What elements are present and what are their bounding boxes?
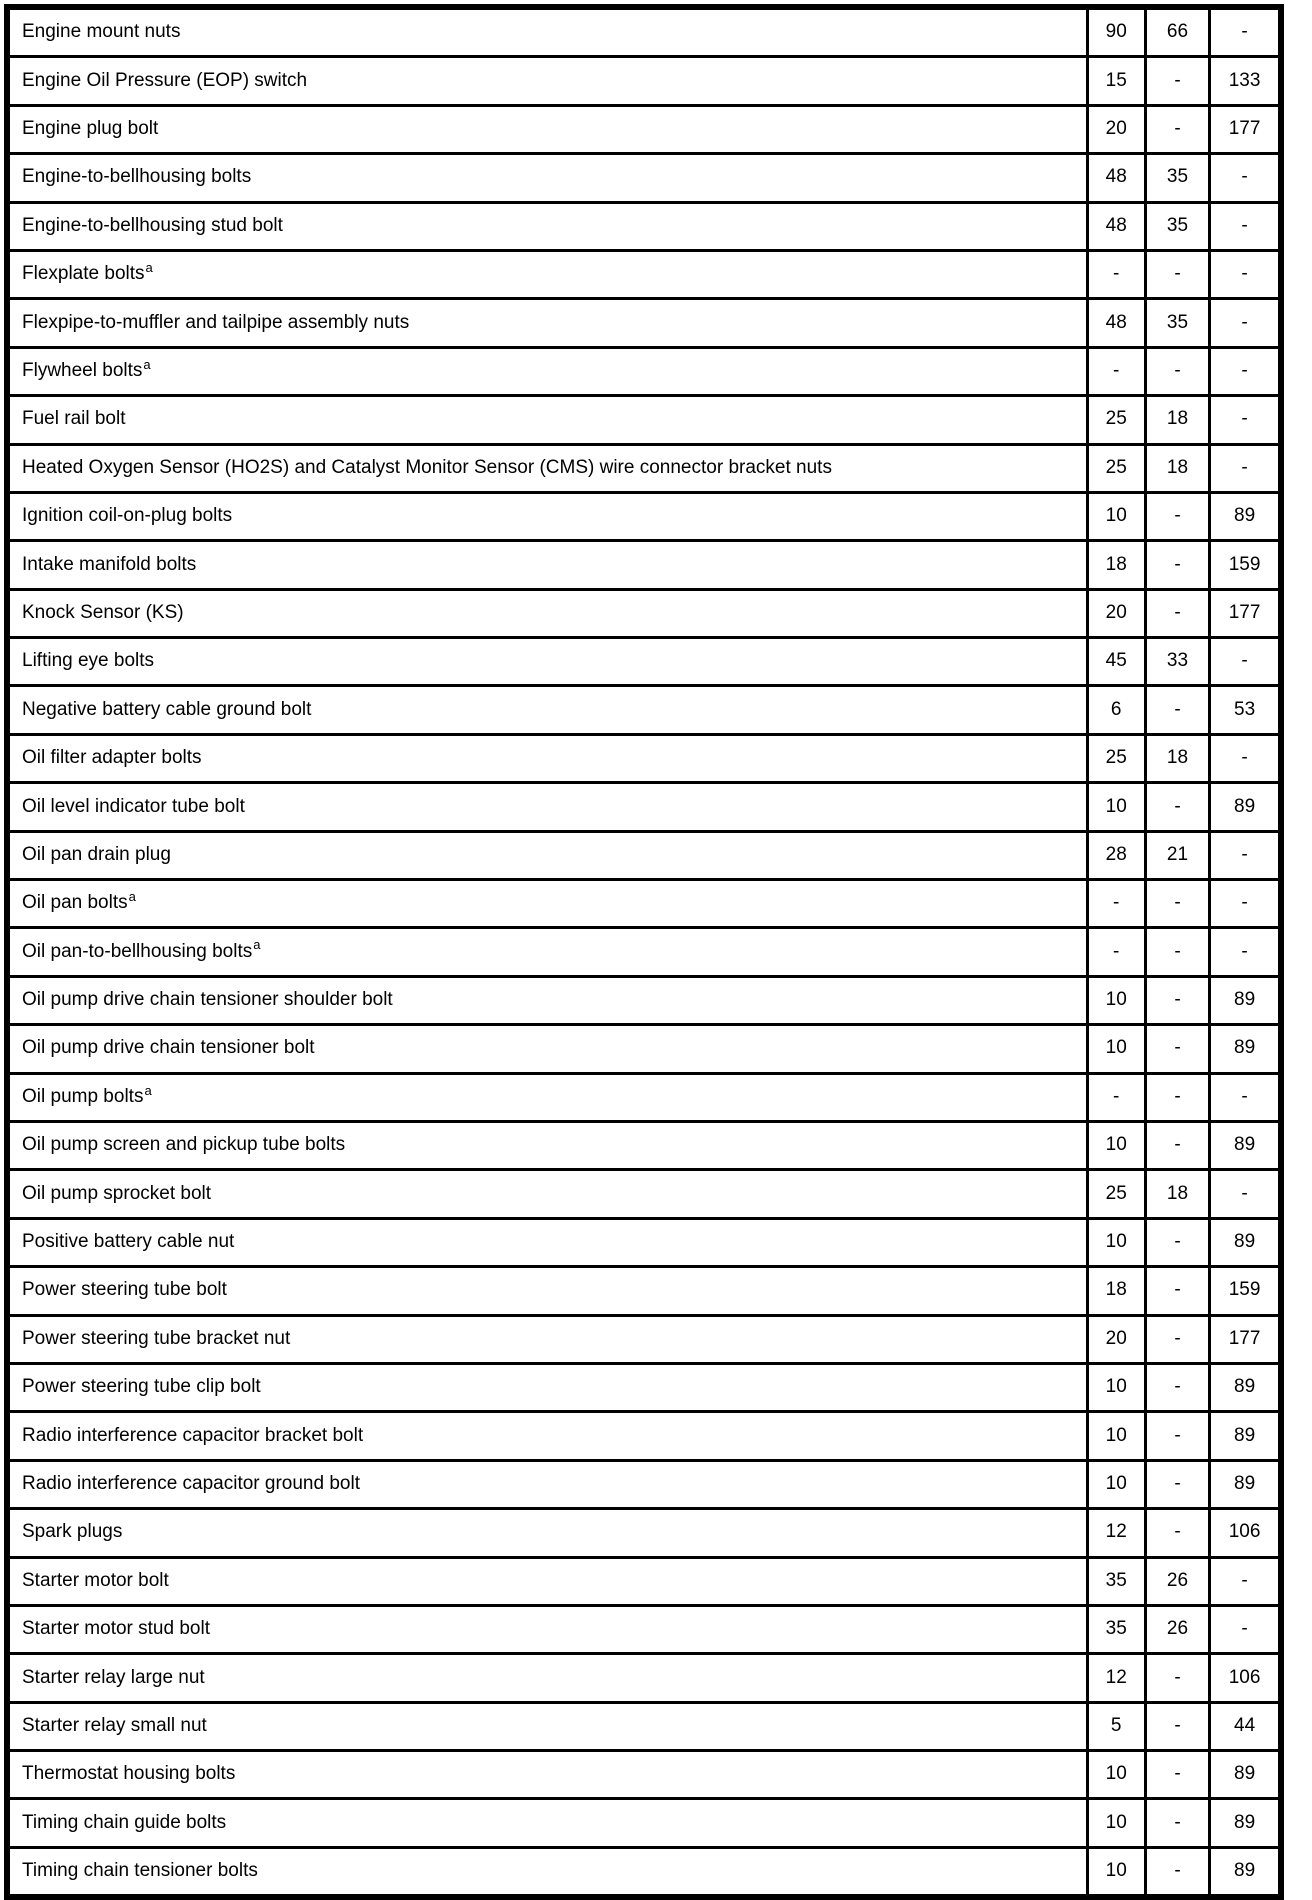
torque-item-description bbox=[7, 202, 1087, 250]
torque-item-label: Flexplate bolts bbox=[22, 263, 145, 285]
torque-lbin-value: 89 bbox=[1210, 783, 1281, 831]
torque-item-description bbox=[7, 1267, 1087, 1315]
table-row bbox=[7, 1557, 1281, 1605]
torque-item-label: Oil pan-to-bellhousing bolts bbox=[22, 940, 253, 962]
torque-nm-value: 35 bbox=[1087, 1605, 1145, 1653]
torque-item-label: Ignition coil-on-plug bolts bbox=[22, 505, 233, 527]
table-row bbox=[7, 1751, 1281, 1799]
torque-item-description bbox=[7, 396, 1087, 444]
torque-lbin-value: 89 bbox=[1210, 1847, 1281, 1897]
table-row bbox=[7, 1267, 1281, 1315]
torque-item-label: Heated Oxygen Sensor (HO2S) and Catalyst Monitor Sensor (CMS) wire connector bracket nuts bbox=[22, 456, 832, 478]
torque-lbin-value: - bbox=[1210, 638, 1281, 686]
torque-lbin-value: - bbox=[1210, 1170, 1281, 1218]
torque-item-description bbox=[7, 783, 1087, 831]
torque-lbin-value: 177 bbox=[1210, 589, 1281, 637]
torque-nm-value: 25 bbox=[1087, 396, 1145, 444]
torque-item-description bbox=[7, 154, 1087, 202]
torque-nm-value: 48 bbox=[1087, 154, 1145, 202]
torque-lbft-value: - bbox=[1145, 1799, 1209, 1847]
torque-lbft-value: 35 bbox=[1145, 202, 1209, 250]
torque-lbin-value: - bbox=[1210, 734, 1281, 782]
torque-nm-value: 10 bbox=[1087, 492, 1145, 540]
table-row bbox=[7, 444, 1281, 492]
table-row bbox=[7, 1654, 1281, 1702]
torque-nm-value: 10 bbox=[1087, 1799, 1145, 1847]
torque-item-label: Starter relay large nut bbox=[22, 1666, 205, 1688]
torque-lbin-value: - bbox=[1210, 1605, 1281, 1653]
torque-item-label: Oil level indicator tube bolt bbox=[22, 795, 245, 817]
torque-item-description bbox=[7, 1073, 1087, 1121]
torque-lbin-value: 133 bbox=[1210, 57, 1281, 105]
torque-lbin-value: 159 bbox=[1210, 1267, 1281, 1315]
torque-nm-value: 20 bbox=[1087, 1315, 1145, 1363]
torque-nm-value: 18 bbox=[1087, 1267, 1145, 1315]
torque-lbin-value: - bbox=[1210, 202, 1281, 250]
torque-item-description bbox=[7, 105, 1087, 153]
footnote-marker: a bbox=[144, 1082, 152, 1098]
torque-lbft-value: - bbox=[1145, 589, 1209, 637]
torque-item-label: Oil pump bolts bbox=[22, 1085, 144, 1107]
torque-lbft-value: 18 bbox=[1145, 396, 1209, 444]
torque-item-description bbox=[7, 589, 1087, 637]
torque-item-description bbox=[7, 1121, 1087, 1169]
torque-item-description bbox=[7, 1702, 1087, 1750]
torque-item-label: Engine plug bolt bbox=[22, 118, 159, 140]
torque-lbin-value: - bbox=[1210, 880, 1281, 928]
table-row bbox=[7, 976, 1281, 1024]
torque-nm-value: 15 bbox=[1087, 57, 1145, 105]
torque-item-label: Spark plugs bbox=[22, 1521, 123, 1543]
torque-item-label: Engine Oil Pressure (EOP) switch bbox=[22, 69, 308, 91]
torque-lbin-value: - bbox=[1210, 396, 1281, 444]
torque-item-description bbox=[7, 1218, 1087, 1266]
torque-nm-value: 48 bbox=[1087, 299, 1145, 347]
torque-nm-value: 10 bbox=[1087, 1751, 1145, 1799]
torque-lbft-value: 18 bbox=[1145, 444, 1209, 492]
torque-lbft-value: - bbox=[1145, 1315, 1209, 1363]
torque-item-label: Intake manifold bolts bbox=[22, 553, 197, 575]
table-row bbox=[7, 1025, 1281, 1073]
torque-nm-value: - bbox=[1087, 347, 1145, 395]
table-row bbox=[7, 1509, 1281, 1557]
torque-item-label: Power steering tube bolt bbox=[22, 1279, 227, 1301]
torque-lbin-value: 44 bbox=[1210, 1702, 1281, 1750]
torque-lbin-value: 89 bbox=[1210, 1121, 1281, 1169]
torque-lbft-value: - bbox=[1145, 1025, 1209, 1073]
torque-item-label: Oil pump sprocket bolt bbox=[22, 1182, 212, 1204]
torque-item-description bbox=[7, 444, 1087, 492]
table-row bbox=[7, 1460, 1281, 1508]
torque-lbft-value: - bbox=[1145, 1121, 1209, 1169]
table-row bbox=[7, 202, 1281, 250]
table-row bbox=[7, 1073, 1281, 1121]
torque-item-label: Flexpipe-to-muffler and tailpipe assembly nuts bbox=[22, 311, 410, 333]
table-row bbox=[7, 154, 1281, 202]
torque-lbft-value: - bbox=[1145, 1509, 1209, 1557]
torque-lbft-value: - bbox=[1145, 1412, 1209, 1460]
torque-lbin-value: - bbox=[1210, 7, 1281, 57]
torque-lbft-value: - bbox=[1145, 1267, 1209, 1315]
torque-lbft-value: - bbox=[1145, 105, 1209, 153]
torque-lbft-value: - bbox=[1145, 928, 1209, 976]
torque-nm-value: 25 bbox=[1087, 1170, 1145, 1218]
torque-lbin-value: - bbox=[1210, 444, 1281, 492]
torque-item-label: Lifting eye bolts bbox=[22, 650, 155, 672]
torque-lbin-value: - bbox=[1210, 1073, 1281, 1121]
torque-lbin-value: - bbox=[1210, 250, 1281, 298]
torque-lbft-value: - bbox=[1145, 1460, 1209, 1508]
torque-item-label: Oil pump drive chain tensioner bolt bbox=[22, 1037, 315, 1059]
torque-lbin-value: 89 bbox=[1210, 492, 1281, 540]
torque-nm-value: 10 bbox=[1087, 1121, 1145, 1169]
torque-lbin-value: 106 bbox=[1210, 1509, 1281, 1557]
torque-lbin-value: 89 bbox=[1210, 1460, 1281, 1508]
torque-item-label: Starter motor bolt bbox=[22, 1569, 169, 1591]
footnote-marker: a bbox=[128, 888, 136, 904]
torque-lbft-value: - bbox=[1145, 1363, 1209, 1411]
torque-lbft-value: 26 bbox=[1145, 1605, 1209, 1653]
table-row bbox=[7, 347, 1281, 395]
torque-lbin-value: - bbox=[1210, 299, 1281, 347]
torque-item-label: Positive battery cable nut bbox=[22, 1231, 235, 1253]
torque-item-label: Radio interference capacitor bracket bolt bbox=[22, 1424, 364, 1446]
table-row bbox=[7, 492, 1281, 540]
torque-nm-value: 12 bbox=[1087, 1509, 1145, 1557]
torque-item-label: Timing chain tensioner bolts bbox=[22, 1860, 258, 1882]
torque-item-description bbox=[7, 1025, 1087, 1073]
torque-nm-value: 10 bbox=[1087, 1460, 1145, 1508]
torque-lbin-value: - bbox=[1210, 1557, 1281, 1605]
table-row bbox=[7, 734, 1281, 782]
torque-item-description bbox=[7, 1605, 1087, 1653]
torque-item-label: Power steering tube clip bolt bbox=[22, 1376, 261, 1398]
table-row bbox=[7, 250, 1281, 298]
torque-nm-value: 10 bbox=[1087, 1412, 1145, 1460]
torque-nm-value: 10 bbox=[1087, 1363, 1145, 1411]
torque-item-label: Timing chain guide bolts bbox=[22, 1811, 227, 1833]
torque-lbft-value: - bbox=[1145, 1073, 1209, 1121]
torque-spec-table bbox=[4, 4, 1284, 1900]
table-row bbox=[7, 1363, 1281, 1411]
torque-item-description bbox=[7, 299, 1087, 347]
table-row bbox=[7, 783, 1281, 831]
table-row bbox=[7, 1218, 1281, 1266]
table-row bbox=[7, 1702, 1281, 1750]
torque-lbft-value: - bbox=[1145, 492, 1209, 540]
table-row bbox=[7, 1847, 1281, 1897]
torque-item-description bbox=[7, 541, 1087, 589]
torque-nm-value: 10 bbox=[1087, 783, 1145, 831]
table-row bbox=[7, 1799, 1281, 1847]
torque-item-label: Power steering tube bracket nut bbox=[22, 1327, 291, 1349]
table-row bbox=[7, 638, 1281, 686]
torque-nm-value: - bbox=[1087, 1073, 1145, 1121]
table-row bbox=[7, 299, 1281, 347]
torque-lbft-value: - bbox=[1145, 1847, 1209, 1897]
footnote-marker: a bbox=[145, 259, 153, 275]
torque-lbft-value: - bbox=[1145, 783, 1209, 831]
torque-item-description bbox=[7, 1847, 1087, 1897]
torque-item-description bbox=[7, 1509, 1087, 1557]
torque-nm-value: 18 bbox=[1087, 541, 1145, 589]
torque-lbin-value: 89 bbox=[1210, 1412, 1281, 1460]
table-row bbox=[7, 686, 1281, 734]
torque-item-label: Oil filter adapter bolts bbox=[22, 747, 202, 769]
torque-lbft-value: 26 bbox=[1145, 1557, 1209, 1605]
torque-item-description bbox=[7, 928, 1087, 976]
torque-item-label: Negative battery cable ground bolt bbox=[22, 698, 312, 720]
torque-item-description bbox=[7, 1460, 1087, 1508]
torque-lbft-value: 35 bbox=[1145, 154, 1209, 202]
torque-nm-value: 6 bbox=[1087, 686, 1145, 734]
torque-item-description bbox=[7, 880, 1087, 928]
torque-item-label: Oil pump drive chain tensioner shoulder bolt bbox=[22, 989, 393, 1011]
torque-lbin-value: 89 bbox=[1210, 1218, 1281, 1266]
table-row bbox=[7, 928, 1281, 976]
table-row bbox=[7, 1315, 1281, 1363]
torque-item-label: Oil pump screen and pickup tube bolts bbox=[22, 1134, 346, 1156]
torque-lbft-value: - bbox=[1145, 1702, 1209, 1750]
torque-nm-value: 10 bbox=[1087, 1025, 1145, 1073]
torque-nm-value: 5 bbox=[1087, 1702, 1145, 1750]
table-row bbox=[7, 396, 1281, 444]
torque-lbft-value: - bbox=[1145, 686, 1209, 734]
torque-nm-value: 35 bbox=[1087, 1557, 1145, 1605]
table-row bbox=[7, 105, 1281, 153]
torque-item-label: Engine-to-bellhousing stud bolt bbox=[22, 214, 283, 236]
table-row bbox=[7, 541, 1281, 589]
torque-lbin-value: 89 bbox=[1210, 1799, 1281, 1847]
table-row bbox=[7, 1121, 1281, 1169]
torque-item-description bbox=[7, 1315, 1087, 1363]
torque-lbft-value: 35 bbox=[1145, 299, 1209, 347]
torque-nm-value: - bbox=[1087, 928, 1145, 976]
torque-item-label: Starter relay small nut bbox=[22, 1714, 207, 1736]
torque-item-description bbox=[7, 1751, 1087, 1799]
torque-lbin-value: 106 bbox=[1210, 1654, 1281, 1702]
table-row bbox=[7, 1605, 1281, 1653]
torque-lbft-value: - bbox=[1145, 976, 1209, 1024]
table-row bbox=[7, 589, 1281, 637]
torque-nm-value: 10 bbox=[1087, 1847, 1145, 1897]
torque-nm-value: 90 bbox=[1087, 7, 1145, 57]
torque-nm-value: 48 bbox=[1087, 202, 1145, 250]
torque-lbft-value: - bbox=[1145, 347, 1209, 395]
torque-lbin-value: 159 bbox=[1210, 541, 1281, 589]
torque-item-description bbox=[7, 57, 1087, 105]
torque-nm-value: 28 bbox=[1087, 831, 1145, 879]
table-row bbox=[7, 1170, 1281, 1218]
torque-item-label: Oil pan drain plug bbox=[22, 843, 171, 865]
torque-nm-value: 10 bbox=[1087, 976, 1145, 1024]
torque-item-description bbox=[7, 250, 1087, 298]
torque-lbft-value: - bbox=[1145, 250, 1209, 298]
torque-lbft-value: 66 bbox=[1145, 7, 1209, 57]
torque-item-description bbox=[7, 1654, 1087, 1702]
torque-item-description bbox=[7, 1363, 1087, 1411]
torque-lbin-value: 177 bbox=[1210, 1315, 1281, 1363]
torque-item-label: Oil pan bolts bbox=[22, 892, 128, 914]
torque-lbft-value: - bbox=[1145, 1751, 1209, 1799]
torque-lbft-value: - bbox=[1145, 1218, 1209, 1266]
table-row bbox=[7, 1412, 1281, 1460]
torque-nm-value: - bbox=[1087, 250, 1145, 298]
table-row bbox=[7, 7, 1281, 57]
torque-item-description bbox=[7, 734, 1087, 782]
torque-item-description bbox=[7, 1557, 1087, 1605]
torque-item-description bbox=[7, 347, 1087, 395]
torque-nm-value: 25 bbox=[1087, 734, 1145, 782]
table-row bbox=[7, 880, 1281, 928]
torque-lbft-value: - bbox=[1145, 880, 1209, 928]
torque-item-description bbox=[7, 831, 1087, 879]
torque-nm-value: - bbox=[1087, 880, 1145, 928]
torque-nm-value: 10 bbox=[1087, 1218, 1145, 1266]
torque-lbin-value: - bbox=[1210, 347, 1281, 395]
torque-item-description bbox=[7, 1170, 1087, 1218]
torque-nm-value: 20 bbox=[1087, 589, 1145, 637]
torque-lbin-value: 177 bbox=[1210, 105, 1281, 153]
torque-lbft-value: 33 bbox=[1145, 638, 1209, 686]
torque-item-label: Engine mount nuts bbox=[22, 21, 181, 43]
torque-lbin-value: 53 bbox=[1210, 686, 1281, 734]
torque-nm-value: 45 bbox=[1087, 638, 1145, 686]
torque-nm-value: 20 bbox=[1087, 105, 1145, 153]
torque-lbft-value: - bbox=[1145, 57, 1209, 105]
torque-item-description bbox=[7, 686, 1087, 734]
torque-lbin-value: 89 bbox=[1210, 976, 1281, 1024]
torque-item-description bbox=[7, 976, 1087, 1024]
torque-item-label: Flywheel bolts bbox=[22, 359, 143, 381]
torque-nm-value: 25 bbox=[1087, 444, 1145, 492]
torque-item-description bbox=[7, 638, 1087, 686]
torque-item-description bbox=[7, 7, 1087, 57]
torque-item-description bbox=[7, 492, 1087, 540]
footnote-marker: a bbox=[143, 356, 151, 372]
torque-lbft-value: 18 bbox=[1145, 1170, 1209, 1218]
torque-lbin-value: 89 bbox=[1210, 1751, 1281, 1799]
torque-item-description bbox=[7, 1799, 1087, 1847]
table-row bbox=[7, 831, 1281, 879]
torque-nm-value: 12 bbox=[1087, 1654, 1145, 1702]
torque-item-label: Fuel rail bolt bbox=[22, 408, 126, 430]
torque-lbft-value: - bbox=[1145, 1654, 1209, 1702]
torque-item-description bbox=[7, 1412, 1087, 1460]
footnote-marker: a bbox=[253, 937, 261, 953]
torque-item-label: Radio interference capacitor ground bolt bbox=[22, 1472, 360, 1494]
torque-lbin-value: - bbox=[1210, 928, 1281, 976]
torque-lbin-value: 89 bbox=[1210, 1025, 1281, 1073]
torque-item-label: Knock Sensor (KS) bbox=[22, 601, 184, 623]
torque-item-label: Engine-to-bellhousing bolts bbox=[22, 166, 252, 188]
torque-lbft-value: - bbox=[1145, 541, 1209, 589]
torque-item-label: Thermostat housing bolts bbox=[22, 1763, 236, 1785]
torque-item-label: Starter motor stud bolt bbox=[22, 1618, 210, 1640]
torque-lbin-value: 89 bbox=[1210, 1363, 1281, 1411]
table-row bbox=[7, 57, 1281, 105]
torque-lbft-value: 18 bbox=[1145, 734, 1209, 782]
torque-lbin-value: - bbox=[1210, 831, 1281, 879]
torque-lbft-value: 21 bbox=[1145, 831, 1209, 879]
torque-lbin-value: - bbox=[1210, 154, 1281, 202]
